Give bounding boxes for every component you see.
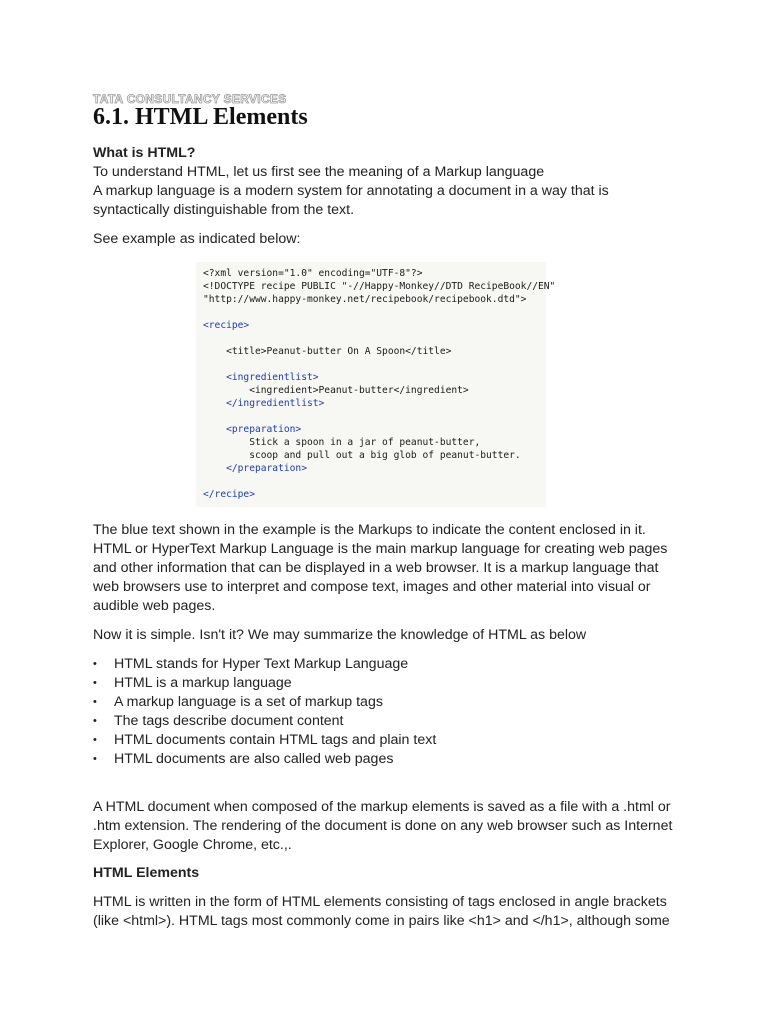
code-line: <title>Peanut-butter On A Spoon</title> (203, 346, 452, 357)
section-heading-what-is-html: What is HTML? (93, 145, 196, 161)
document-para-line: A HTML document when composed of the markup elements is saved as a file with a .html or (93, 799, 671, 815)
company-logo-text: TATA CONSULTANCY SERVICES (93, 92, 287, 106)
bullet-icon: • (93, 696, 97, 708)
section-heading-html-elements: HTML Elements (93, 865, 200, 881)
bullet-icon: • (93, 715, 97, 727)
code-line: <?xml version="1.0" encoding="UTF-8"?> (203, 268, 423, 279)
bullet-icon: • (93, 658, 97, 670)
intro-line: syntactically distinguishable from the text. (93, 202, 355, 218)
code-line: </ingredientlist> (203, 398, 325, 409)
code-line: Stick a spoon in a jar of peanut-butter, (203, 437, 481, 448)
intro-line: A markup language is a modern system for annotating a document in a way that is (93, 183, 609, 199)
summary-lead: Now it is simple. Isn't it? We may summarize the knowledge of HTML as below (93, 627, 587, 643)
code-line: <ingredient>Peanut-butter</ingredient> (203, 385, 469, 396)
explanation-line: The blue text shown in the example is the Markups to indicate the content enclosed in it. (93, 522, 646, 538)
explanation-line: HTML or HyperText Markup Language is the main markup language for creating web pages (93, 541, 668, 557)
bullet-icon: • (93, 677, 97, 689)
code-line: </preparation> (203, 463, 307, 474)
code-line: scoop and pull out a big glob of peanut-butter. (203, 450, 521, 461)
xml-code-example (196, 262, 556, 507)
page-title: 6.1. HTML Elements (93, 104, 308, 130)
elements-para-line: (like <html>). HTML tags most commonly come in pairs like <h1> and </h1>, although some (93, 913, 670, 929)
code-line: <ingredientlist> (203, 372, 319, 383)
document-para-line: .htm extension. The rendering of the document is done on any web browser such as Internet (93, 818, 673, 834)
bullet-icon: • (93, 734, 97, 746)
code-line: <recipe> (203, 320, 250, 331)
code-line: </recipe> (203, 489, 255, 500)
bullet-icon: • (93, 753, 97, 765)
code-line: "http://www.happy-monkey.net/recipebook/recipebook.dtd"> (203, 294, 527, 305)
example-lead: See example as indicated below: (93, 231, 301, 247)
document-para-line: Explorer, Google Chrome, etc.,. (93, 837, 292, 853)
explanation-line: web browsers use to interpret and compose text, images and other material into visual or (93, 579, 651, 595)
intro-line: To understand HTML, let us first see the meaning of a Markup language (93, 164, 545, 180)
explanation-line: and other information that can be displayed in a web browser. It is a markup language that (93, 560, 659, 576)
code-line: <preparation> (203, 424, 302, 435)
document-page: TATA CONSULTANCY SERVICES 6.1. HTML Elements What is HTML? To understand HTML, let us first see the meaning of a Markup language A markup language is a modern system for annotating a document in a way that is syntactically distinguishable from the text. See example as indicated below: <?xml version="1.0" encoding="UTF-8"?> <!DOCTYPE recipe PUBLIC "-//Happy-Monkey//DTD RecipeBook//EN" "http://www.happy-monkey.net/recipebook/recipebook.dtd"> <recipe> <title>Peanut-butter On A Spoon</title> <ingredientlist> <ingredient>Peanut-butter</ingredient> </ingredientlist> <preparation> Stick a spoon in a jar of peanut-butter, scoop and pull out a big glob of peanut-butter. </preparation> </recipe> The blue text shown in the example is the Markups to indicate the content enclosed in it. HTML or HyperText Markup Language is the main markup language for creating web pages and other information that can be displayed in a web browser. It is a markup language that web browsers use to interpret and compose text, images and other material into visual or audible web pages. Now it is simple. Isn't it? We may summarize the knowledge of HTML as below • HTML stands for Hyper Text Markup Language • HTML is a markup language • A markup language is a set of markup tags • The tags describe document content • HTML documents contain HTML tags and plain text • HTML documents are also called web pages A HTML document when composed of the markup elements is saved as a file with a .html or .htm extension. The rendering of the document is done on any web browser such as Internet Explorer, Google Chrome, etc.,. HTML Elements HTML is written in the form of HTML elements consisting of tags enclosed in angle brackets (like <html>). HTML tags most commonly come in pairs like <h1> and </h1>, although some (0, 0, 768, 1024)
code-line: <!DOCTYPE recipe PUBLIC "-//Happy-Monkey//DTD RecipeBook//EN" (203, 281, 556, 292)
elements-para-line: HTML is written in the form of HTML elements consisting of tags enclosed in angle brackets (93, 894, 667, 910)
explanation-line: audible web pages. (93, 598, 216, 614)
